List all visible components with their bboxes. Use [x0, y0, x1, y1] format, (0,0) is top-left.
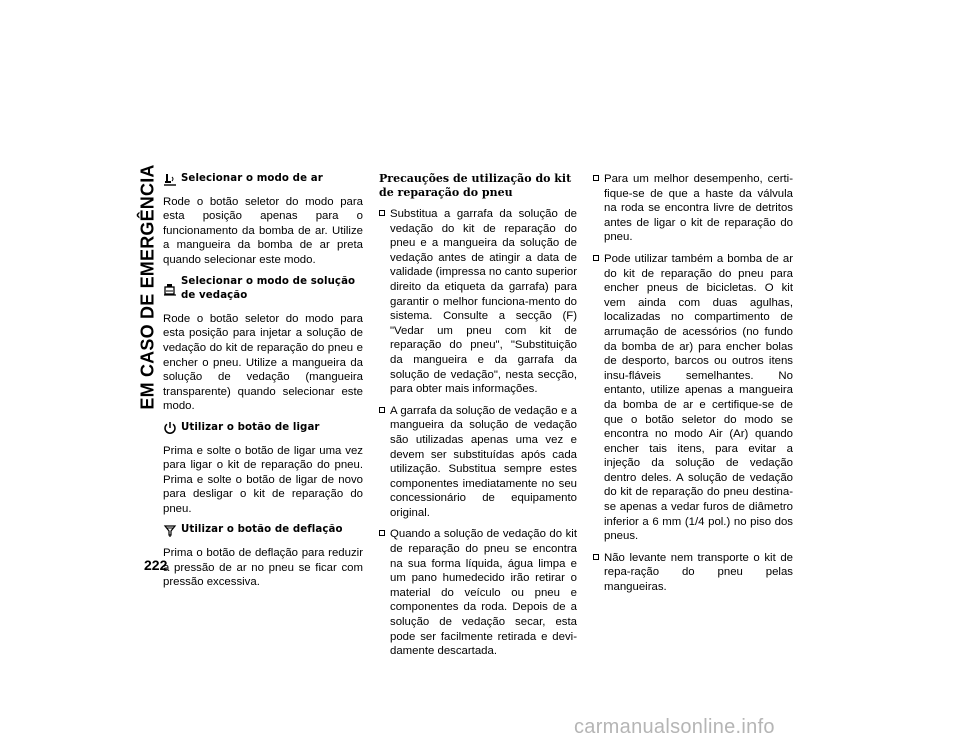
air-mode-heading-text: Selecionar o modo de ar: [181, 173, 323, 184]
sealant-mode-heading: [163, 275, 363, 304]
column-left: [163, 172, 363, 597]
list-item: [379, 404, 577, 521]
power-button-heading: [163, 421, 363, 436]
list-item-text: Não levante nem transporte o kit de repa-ração do pneu pelas mangueiras.: [604, 551, 793, 594]
square-bullet-icon: [593, 255, 599, 261]
power-button-text: Prima e solte o botão de ligar uma vez para ligar o kit de reparação do pneu. Prima e solte o botão de ligar de novo para desligar o kit de reparação do pneu.: [163, 444, 363, 515]
deflation-icon: [163, 524, 177, 538]
list-item-text: Para um melhor desempenho, certi-fique-se de que a haste da válvula na roda se encontra livre de detritos antes de ligar o kit de reparação do pneu.: [604, 173, 793, 244]
list-item: [379, 207, 577, 397]
page-number: 222: [144, 557, 168, 573]
list-item-text: A garrafa da solução de vedação e a mangueira da solução de vedação são utilizadas apenas uma vez e devem ser substituídas após cada utilização. Substitua sempre estes componentes imediatamente no seu concessionário de equipamento original.: [390, 404, 577, 519]
list-item-text: Pode utilizar também a bomba de ar do kit de reparação do pneu para encher pneus de bicicletas. O kit vem ainda com duas agulhas, localizadas no compartimento de arrumação de acessórios (no fundo da bomba de ar) para encher bolas de desporto, barcos ou outros itens insu-fláveis semelhantes. No entanto, utilize apenas a mangueira da bomba de ar e certifique-se de que o botão seletor do modo se encontra no modo Air (Ar) quando encher tais itens, para evitar a injeção da solução de vedação dentro deles. A solução de vedação do kit de reparação do pneu destina-se apenas a vedar furos de diâmetro inferior a 6 mm (1/4 pol.) no piso dos pneus.: [604, 252, 793, 543]
chapter-side-label: [137, 164, 159, 410]
power-icon: [163, 421, 177, 435]
power-button-heading-text: Utilizar o botão de ligar: [181, 421, 320, 433]
air-mode-text: Rode o botão seletor do modo para esta posição apenas para o funcionamento da bomba de ar. Utilize a mangueira da bomba de ar preta quando selecionar este modo.: [163, 195, 363, 266]
square-bullet-icon: [379, 210, 385, 216]
deflation-button-heading: [163, 523, 363, 538]
square-bullet-icon: [379, 530, 385, 536]
deflation-button-text: Prima o botão de deflação para reduzir a pressão de ar no pneu se ficar com pressão excessiva.: [163, 547, 363, 589]
list-item-text: Substitua a garrafa da solução de vedação do kit de reparação do pneu e a mangueira da solução de vedação antes de atingir a data de validade (impressa no canto superior direito da etiqueta da garrafa) para garantir o melhor funciona-mento do sistema. Consulte a secção (F) "Vedar um pneu com kit de reparação do pneu", "Substituição da mangueira e da garrafa da solução de vedação", nesta secção, para obter mais informações.: [390, 208, 577, 396]
chapter-title: EM CASO DE EMERGÊNCIA: [137, 164, 158, 410]
list-item: [379, 527, 577, 658]
precautions-heading: Precauções de utilização do kit de reparação do pneu: [379, 172, 572, 199]
list-item: [593, 252, 793, 544]
site-watermark: carmanualsonline.info: [574, 716, 775, 738]
list-item-text: Quando a solução de vedação do kit de reparação do pneu se encontra na sua forma líquida, água limpa e um pano humedecido irão retirar o material do veículo ou pneu e componentes da roda. Depois de a solução de vedação secar, esta pode ser facilmente retirada e devi-damente descartada.: [390, 528, 577, 658]
column-middle: [379, 172, 577, 666]
precautions-list-continued: [593, 172, 793, 595]
square-bullet-icon: [593, 554, 599, 560]
list-item: [593, 551, 793, 595]
air-mode-heading: [163, 172, 363, 187]
deflation-button-heading-text: Utilizar o botão de deflação: [181, 524, 343, 536]
sealant-mode-heading-text: Selecionar o modo de solução de vedação: [181, 275, 356, 302]
precautions-list: [379, 207, 577, 659]
column-right: [593, 172, 793, 602]
square-bullet-icon: [593, 175, 599, 181]
square-bullet-icon: [379, 407, 385, 413]
air-mode-icon: [163, 173, 177, 186]
list-item: [593, 172, 793, 245]
sealant-mode-icon: [163, 283, 177, 296]
sealant-mode-text: Rode o botão seletor do modo para esta posição para injetar a solução de vedação do kit de reparação do pneu e encher o pneu. Utilize a mangueira da solução de vedação (mangueira transparente) quando selecionar este modo.: [163, 312, 363, 413]
